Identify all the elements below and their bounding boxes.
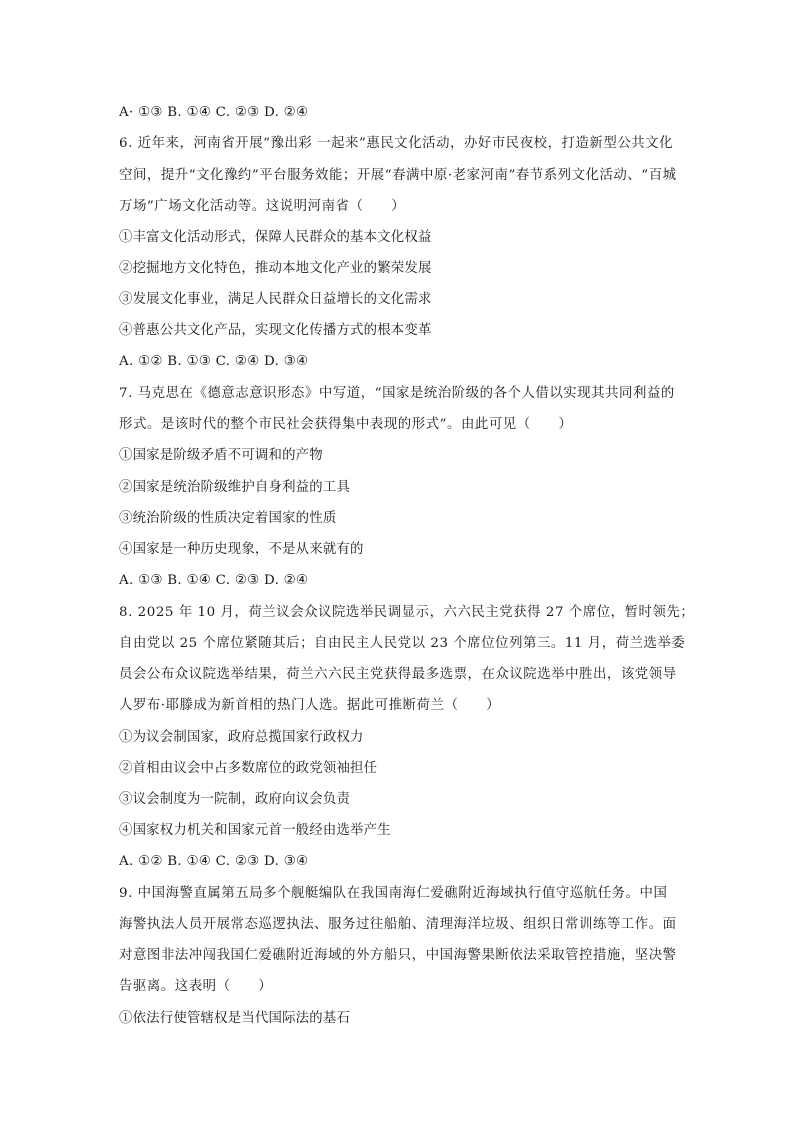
question-9-stem-line-3: 对意图非法冲闯我国仁爱礁附近海域的外方船只，中国海警果断依法采取管控措施，坚决警	[119, 948, 677, 963]
question-7-stem-line-2: 形式。是该时代的整个市民社会获得集中表现的形式”。由此可见（ ）	[119, 417, 573, 432]
answer-options-q5: A· ①③ B. ①④ C. ②③ D. ②④	[119, 105, 309, 120]
question-8-choice-4: ④国家权力机关和国家元首一般经由选举产生	[119, 823, 391, 838]
question-7-stem-line-1: 7. 马克思在《德意志意识形态》中写道，“国家是统治阶级的各个人借以实现其共同利益的	[119, 386, 675, 401]
question-7-choice-3: ③统治阶级的性质决定着国家的性质	[119, 511, 337, 526]
question-8-choice-2: ②首相由议会中占多数席位的政党领袖担任	[119, 761, 378, 776]
question-9-stem-line-1: 9. 中国海警直属第五局多个舰艇编队在我国南海仁爱礁附近海域执行值守巡航任务。中国	[119, 886, 668, 901]
question-6-stem-line-3: 万场”广场文化活动等。这说明河南省（ ）	[119, 199, 406, 214]
question-6-choice-1: ①丰富文化活动形式，保障人民群众的基本文化权益	[119, 230, 432, 245]
question-7-choice-2: ②国家是统治阶级维护自身利益的工具	[119, 480, 351, 495]
question-6-choice-3: ③发展文化事业，满足人民群众日益增长的文化需求	[119, 292, 432, 307]
question-8-stem-line-1: 8. 2025 年 10 月，荷兰议会众议院选举民调显示，六六民主党获得 27 个席位，暂时领先；	[119, 605, 695, 620]
question-9-stem-line-4: 告驱离。这表明（ ）	[119, 979, 273, 994]
answer-options-q8: A. ①② B. ①④ C. ②③ D. ③④	[119, 854, 309, 869]
question-8-stem-line-3: 员会公布众议院选举结果，荷兰六六民主党获得最多选票，在众议院选举中胜出，该党领导	[119, 667, 677, 682]
question-9-stem-line-2: 海警执法人员开展常态巡逻执法、服务过往船舶、清理海洋垃圾、组织日常训练等工作。面	[119, 917, 677, 932]
question-6-choice-4: ④普惠公共文化产品，实现文化传播方式的根本变革	[119, 323, 432, 338]
question-9-choice-1: ①依法行使管辖权是当代国际法的基石	[119, 1011, 351, 1026]
question-7-choice-1: ①国家是阶级矛盾不可调和的产物	[119, 448, 323, 463]
question-7-choice-4: ④国家是一种历史现象，不是从来就有的	[119, 542, 364, 557]
answer-options-q6: A. ①② B. ①③ C. ②④ D. ③④	[119, 354, 309, 369]
answer-options-q7: A. ①③ B. ①④ C. ②③ D. ②④	[119, 573, 309, 588]
question-8-stem-line-4: 人罗布·耶滕成为新首相的热门人选。据此可推断荷兰（ ）	[119, 698, 501, 713]
question-8-choice-3: ③议会制度为一院制，政府向议会负责	[119, 792, 351, 807]
question-6-stem-line-1: 6. 近年来，河南省开展“豫出彩 一起来”惠民文化活动，办好市民夜校，打造新型公共文化	[119, 136, 674, 151]
question-8-choice-1: ①为议会制国家，政府总揽国家行政权力	[119, 730, 364, 745]
question-8-stem-line-2: 自由党以 25 个席位紧随其后；自由民主人民党以 23 个席位位列第三。11 月，荷兰选举委	[119, 636, 686, 651]
question-6-choice-2: ②挖掘地方文化特色，推动本地文化产业的繁荣发展	[119, 261, 432, 276]
question-6-stem-line-2: 空间，提升“文化豫约”平台服务效能；开展“春满中原·老家河南”春节系列文化活动、“百城	[119, 168, 677, 183]
